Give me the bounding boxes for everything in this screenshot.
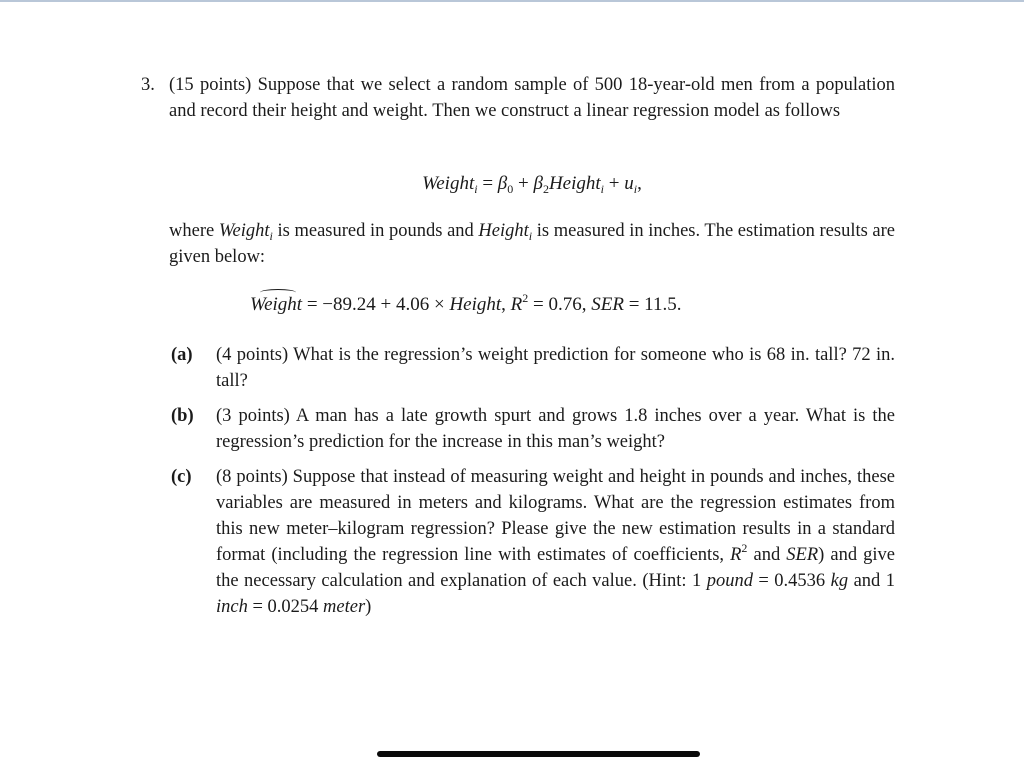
part-b-label: (b) [171,406,194,426]
home-indicator[interactable] [377,751,700,757]
hat-accent: Weight [250,292,302,318]
part-b-text: (3 points) A man has a late growth spurt and grows 1.8 inches over a year. What is the regression’s prediction for the increase in this man’s weight? [216,406,895,452]
question-intro: (15 points) Suppose that we select a random sample of 500 18-year-old men from a population and record their height and weight. Then we construct a linear regression model as follows [169,75,895,121]
estimated-equation: Weight = −89.24 + 4.06 × Height, $R^2 = 0.76$, SER = 11.5. [250,292,681,318]
part-a [171,342,895,394]
part-c-label: (c) [171,467,192,487]
question-number: 3. [141,75,155,95]
part-a-text: (4 points) What is the regression’s weight prediction for someone who is 68 in. tall? 72 in. tall? [216,345,895,391]
variable-description: where Weight$_i$ is measured in pounds and Height$_i$ is measured in inches. The estimation results are given below: [169,221,896,267]
part-b [171,403,895,455]
part-c-text: (8 points) Suppose that instead of measuring weight and height in pounds and inches, these variables are measured in meters and kilograms. What are the regression estimates from this new meter–kilogram regression? Please give the new estimation results in a standard format (including the regression line with estimates of coefficients, $R^2$ and SER) and give the necessary calculation and explanation of each value. (Hint: 1 pound = 0.4536 kg and 1 inch = 0.0254 meter) [216,467,895,617]
model-equation: Weight$_i$ = $\beta_0$ + $\beta_2Height_i + u_i$, [422,173,642,196]
part-c [171,464,895,620]
part-a-label: (a) [171,345,193,365]
